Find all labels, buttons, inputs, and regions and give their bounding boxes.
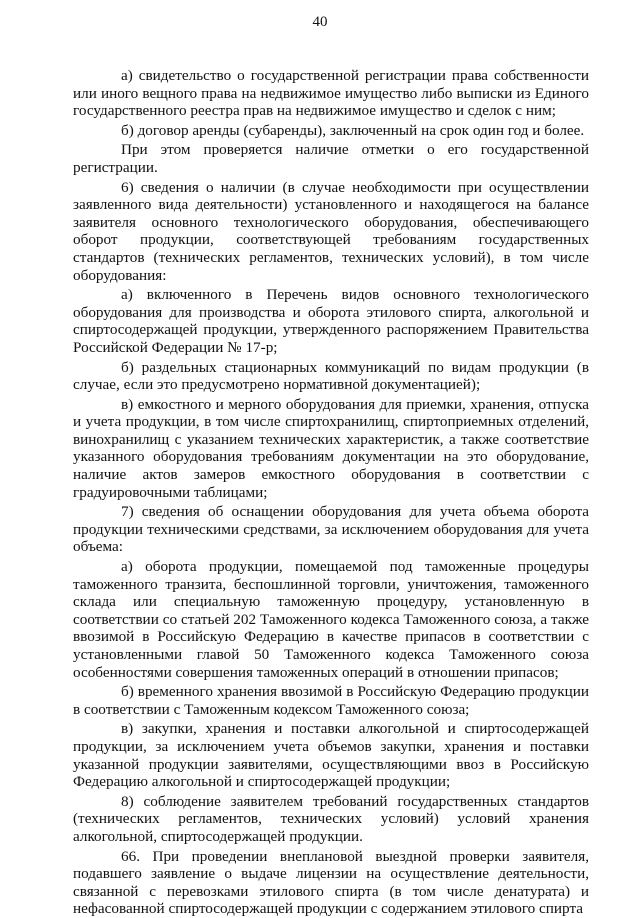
paragraph-7: в) емкостного и мерного оборудования для приемки, хранения, отпуска и учета продукции, в том числе спиртохранилищ, спиртоприемных отделений, винохранилищ с указанием технических характеристик, а также соответствие указанного оборудования требованиям документации на это оборудование, наличие актов замеров емкостного оборудования в соответствии с градуировочными таблицами; [73, 395, 589, 501]
paragraph-3: При этом проверяется наличие отметки о его государственной регистрации. [73, 141, 589, 176]
paragraph-11: в) закупки, хранения и поставки алкогольной и спиртосодержащей продукции, за исключением учета объемов закупки, хранения и поставки указанной продукции заявителями, осуществляющими ввоз в Российскую Федерацию алкогольной и спиртосодержащей продукции; [73, 720, 589, 791]
paragraph-6: б) раздельных стационарных коммуникаций по видам продукции (в случае, если это предусмотрено нормативной документацией); [73, 358, 589, 394]
paragraph-2: б) договор аренды (субаренды), заключенный на срок один год и более. [121, 121, 585, 139]
page-number: 40 [312, 14, 328, 30]
paragraph-5: а) включенного в Перечень видов основного технологического оборудования для производства и оборота этилового спирта, алкогольной и спиртосодержащей продукции, утвержденного распоряжением Правительства Российской Федерации № 17-р; [73, 286, 589, 356]
paragraph-9: а) оборота продукции, помещаемой под таможенные процедуры таможенного транзита, беспошлинной торговли, уничтожения, таможенного склада или специальную таможенную процедуру, установленную в соответствии со статьей 202 Таможенного кодекса Таможенного союза, а также ввозимой в Российскую Федерацию в качестве припасов в соответствии с установленными главой 50 Таможенного кодекса Таможенного союза особенностями совершения таможенных операций в отношении припасов; [73, 558, 589, 681]
paragraph-1: а) свидетельство о государственной регистрации права собственности или иного вещного права на недвижимое имущество либо выписки из Единого государственного реестра прав на недвижимое имущество и сделок с ним; [73, 67, 589, 120]
paragraph-8: 7) сведения об оснащении оборудования для учета объема оборота продукции техническими средствами, за исключением оборудования для учета объема: [73, 503, 589, 556]
paragraph-13: 66. При проведении внеплановой выездной проверки заявителя, подавшего заявление о выдаче лицензии на осуществление деятельности, связанной с перевозками этилового спирта (в том числе денатурата) и нефасованной спиртосодержащей продукции с содержанием этилового спирта [73, 847, 589, 918]
paragraph-4: 6) сведения о наличии (в случае необходимости при осуществлении заявленного вида деятельности) установленного и находящегося на балансе заявителя основного технологического оборудования, обеспечивающего оборот продукции, соответствующей требованиям государственных стандартов (технических регламентов, технических условий), в том числе оборудования: [73, 178, 589, 284]
document-body [73, 67, 589, 918]
paragraph-12: 8) соблюдение заявителем требований государственных стандартов (технических регламентов, технических условий) условий хранения алкогольной, спиртосодержащей продукции. [73, 792, 589, 845]
paragraph-10: б) временного хранения ввозимой в Российскую Федерацию продукции в соответствии с Таможенным кодексом Таможенного союза; [73, 683, 589, 718]
